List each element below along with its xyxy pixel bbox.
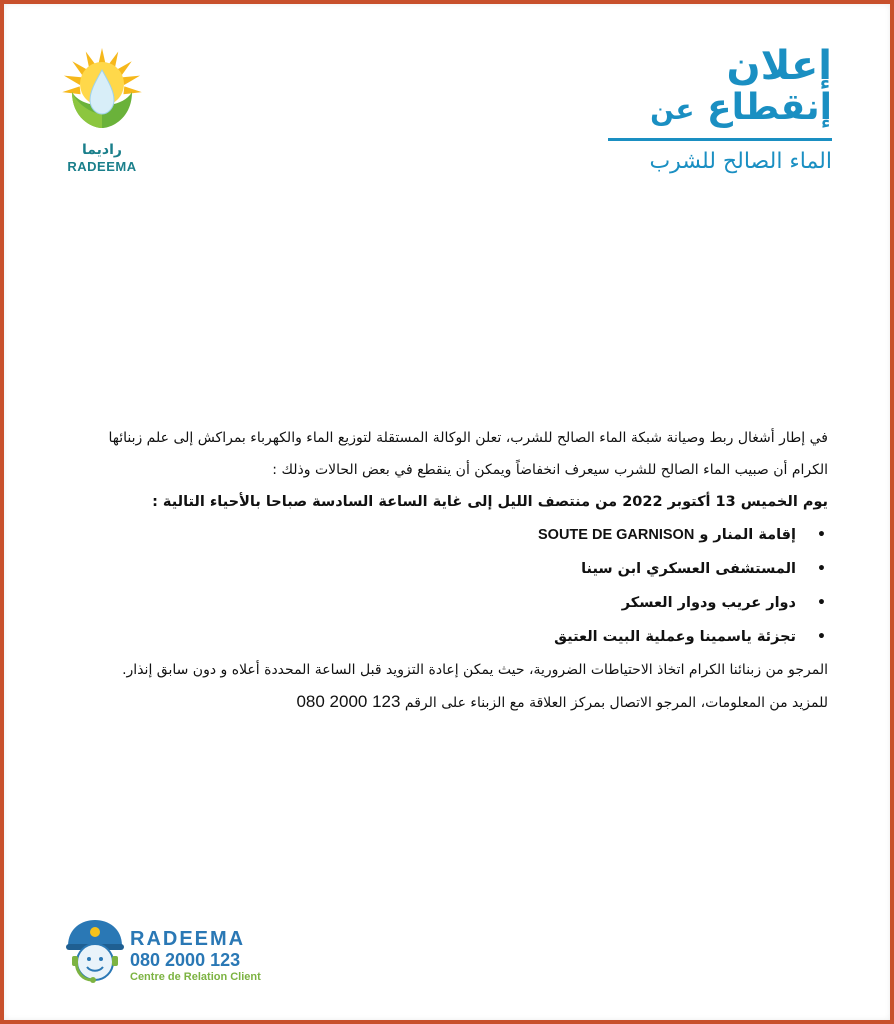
schedule-line: يوم الخميس 13 أكتوبر 2022 من منتصف الليل إلى غاية الساعة السادسة صباحا بالأحياء التالية : <box>152 494 828 510</box>
contact-number: 080 2000 123 <box>296 692 401 711</box>
title-line-1: إعلان <box>726 43 832 89</box>
list-item <box>52 620 828 654</box>
list-item-arabic: إقامة المنار و <box>699 527 796 543</box>
announcement-title <box>582 44 832 177</box>
radeema-logo <box>60 46 144 178</box>
intro-line-2: الكرام أن صبيب الماء الصالح للشرب سيعرف انخفاضاً ويمكن أن ينقطع في بعض الحالات وذلك : <box>272 462 828 478</box>
logo-latin-name: RADEEMA <box>67 159 137 174</box>
title-divider <box>608 138 832 141</box>
title-line-2 <box>582 88 832 130</box>
announcement-body <box>52 422 828 719</box>
list-item <box>52 552 828 586</box>
customer-center-logo <box>64 916 264 988</box>
list-item-arabic: دوار عريب ودوار العسكر <box>621 595 796 611</box>
list-item <box>52 586 828 620</box>
title-line-3: الماء الصالح للشرب <box>649 149 832 174</box>
bullet-marker: • <box>817 629 826 645</box>
sun-water-drop-icon <box>60 46 144 142</box>
customer-center-text <box>130 928 261 984</box>
contact-line <box>52 686 828 719</box>
bullet-marker: • <box>817 595 826 611</box>
contact-text: للمزيد من المعلومات، المرجو الاتصال بمركز العلاقة مع الزبناء على الرقم <box>404 695 828 711</box>
helmet-mascot-icon <box>64 916 126 986</box>
title-line-2-small: عن <box>650 93 695 126</box>
list-item-arabic: تجزئة ياسمينا وعملية البيت العتيق <box>554 629 796 645</box>
logo-arabic-name: راديما <box>82 142 122 158</box>
footer-brand: RADEEMA <box>130 928 246 950</box>
list-item <box>52 518 828 552</box>
list-item-arabic: المستشفى العسكري ابن سينا <box>581 561 796 577</box>
footer-subtitle: Centre de Relation Client <box>130 971 261 983</box>
intro-line-1: في إطار أشغال ربط وصيانة شبكة الماء الصالح للشرب، تعلن الوكالة المستقلة لتوزيع الماء والكهرباء بمراكش إلى علم زبنائها <box>108 430 828 446</box>
bullet-marker: • <box>817 561 826 577</box>
bullet-marker: • <box>817 527 826 543</box>
list-item-latin: SOUTE DE GARNISON <box>538 527 695 543</box>
footer-phone: 080 2000 123 <box>130 950 241 970</box>
neighborhood-list <box>52 518 828 654</box>
title-line-2-big: إنقطاع <box>707 87 832 128</box>
note-line: المرجو من زبنائنا الكرام اتخاذ الاحتياطات الضرورية، حيث يمكن إعادة التزويد قبل الساعة المحددة أعلاه و دون سابق إنذار. <box>122 662 828 678</box>
